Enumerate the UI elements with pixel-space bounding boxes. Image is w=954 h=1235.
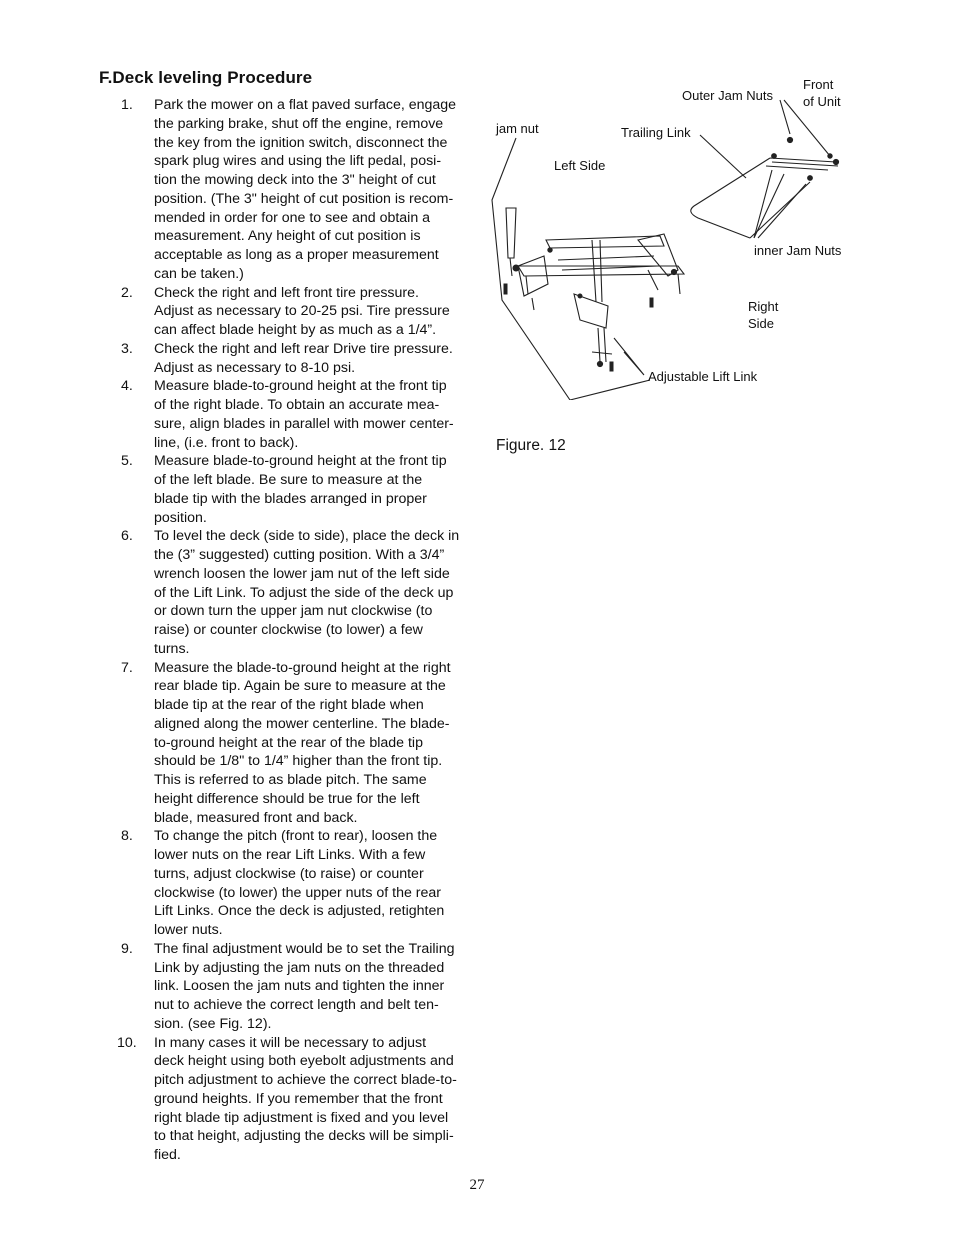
step-text-line: This is referred to as blade pitch. The same: [154, 772, 427, 788]
step-text-line: mended in order for one to see and obtain a: [154, 209, 431, 226]
left-lift-post: [506, 208, 516, 258]
step-text-line: Measure blade-to-ground height at the front tip: [154, 453, 447, 470]
step-item: [117, 940, 467, 1034]
label-front-of-unit: of Unit: [803, 94, 841, 109]
step-text-line: To level the deck (side to side), place the deck in: [154, 528, 460, 545]
step-text-line: spark plug wires and using the lift pedal, posi-: [154, 153, 442, 170]
step-item: [117, 96, 467, 284]
step-text-line: ground heights. If you remember that the front: [154, 1090, 443, 1107]
step-text-line: sion. (see Fig. 12).: [154, 1015, 272, 1032]
figure-12-diagram: [488, 70, 858, 400]
step-number: 5.: [121, 453, 133, 470]
outer-jam-nut-icon: [787, 137, 792, 142]
leader-adjustable-lift-link: [614, 338, 644, 375]
step-text-line: lower nuts on the rear Lift Links. With a few: [154, 847, 426, 863]
cross-bar-rear: [558, 256, 658, 270]
inner-jam-nut-icon: [808, 176, 813, 181]
label-inner-jam-nuts: inner Jam Nuts: [754, 243, 842, 258]
section-heading: F.Deck leveling Procedure: [99, 68, 313, 87]
step-text-line: to-ground height at the rear of the blade tip: [154, 734, 423, 751]
leader-trailing-link: [700, 135, 746, 178]
step-number: 9.: [121, 940, 133, 957]
step-text-line: right blade tip adjustment is fixed and you level: [154, 1109, 449, 1126]
pin-icon: [504, 284, 507, 294]
step-text-line: Park the mower on a flat paved surface, engage: [154, 97, 457, 113]
label-front-of-unit: Front: [803, 77, 834, 92]
step-text-line: blade, measured front and back.: [154, 809, 358, 826]
step-number: 10.: [117, 1034, 137, 1051]
step-text-line: To change the pitch (front to rear), loosen the: [154, 828, 438, 845]
step-item: [117, 377, 467, 452]
step-text-line: deck height using both eyebolt adjustments and: [154, 1053, 454, 1070]
step-text-line: Measure the blade-to-ground height at the right: [154, 659, 451, 676]
step-text-line: link. Loosen the jam nuts and tighten the inner: [154, 978, 445, 995]
procedure-steps: [117, 96, 467, 1165]
step-item: [117, 659, 467, 828]
step-number: 3.: [121, 340, 133, 357]
step-text-line: tion the mowing deck into the 3" height of cut: [154, 172, 436, 188]
step-text-line: raise) or counter clockwise (to lower) a few: [154, 622, 423, 638]
step-text-line: line, (i.e. front to back).: [154, 434, 299, 451]
step-text-line: of the right blade. To obtain an accurate mea-: [154, 397, 440, 413]
step-number: 8.: [121, 828, 133, 845]
step-text-line: acceptable as long as a proper measurement: [154, 247, 439, 263]
lift-link-nut-icon: [597, 361, 602, 366]
step-text-line: the (3” suggested) cutting position. With a 3/4”: [154, 547, 445, 563]
step-number: 2.: [121, 284, 133, 301]
step-text-line: Lift Links. Once the deck is adjusted, retighten: [154, 903, 445, 920]
label-left-side: Left Side: [554, 158, 606, 173]
label-outer-jam-nuts: Outer Jam Nuts: [682, 88, 774, 103]
outer-jam-nut-icon: [833, 159, 838, 164]
step-item: [117, 340, 467, 378]
step-item: [117, 827, 467, 940]
step-text-line: position.: [154, 509, 207, 526]
step-text-line: fied.: [154, 1147, 181, 1163]
label-adjustable-lift-link: Adjustable Lift Link: [648, 369, 758, 384]
inner-jam-nut-icon: [772, 154, 777, 159]
step-text-line: lower nuts.: [154, 922, 223, 938]
step-text-line: sure, align blades in parallel with mower center-: [154, 415, 454, 432]
step-text-line: blade tip at the rear of the right blade when: [154, 697, 424, 713]
pin-icon: [650, 298, 653, 307]
step-text-line: Measure blade-to-ground height at the front tip: [154, 378, 447, 395]
step-item: [117, 284, 467, 340]
step-text-line: rear blade tip. Again be sure to measure at the: [154, 678, 446, 695]
step-text-line: of the left blade. Be sure to measure at the: [154, 472, 423, 488]
step-text-line: can affect blade height by as much as a 1/4”.: [154, 322, 437, 338]
adjustable-lift-link-rod: [598, 328, 606, 362]
step-item: [117, 527, 467, 658]
step-text-line: measurement. Any height of cut position is: [154, 228, 421, 245]
step-text-line: the key from the ignition switch, disconnect the: [154, 134, 448, 151]
step-text-line: Link by adjusting the jam nuts on the threaded: [154, 959, 445, 976]
jam-nut-icon: [513, 265, 519, 271]
step-text-line: The final adjustment would be to set the Trailing: [154, 940, 455, 957]
step-text-line: Check the right and left rear Drive tire pressure.: [154, 340, 453, 357]
label-right-side: Side: [748, 316, 775, 331]
label-trailing-link: Trailing Link: [621, 125, 691, 140]
step-number: 4.: [121, 378, 133, 395]
step-text-line: In many cases it will be necessary to adjust: [154, 1034, 427, 1051]
step-item: [117, 1034, 467, 1165]
figure-caption: Figure. 12: [496, 437, 566, 454]
label-right-side: Right: [748, 299, 779, 314]
step-text-line: to that height, adjusting the decks will be simpli-: [154, 1128, 454, 1145]
step-number: 1.: [121, 97, 133, 113]
deck-linkage-drawing: [488, 70, 858, 400]
step-text-line: Check the right and left front tire pressure.: [154, 284, 419, 301]
trailing-link-frame: [691, 158, 836, 238]
step-text-line: the parking brake, shut off the engine, remove: [154, 115, 444, 132]
step-text-line: Adjust as necessary to 8-10 psi.: [154, 359, 356, 376]
leader-inner-jam-nuts: [754, 170, 806, 238]
step-text-line: turns.: [154, 640, 190, 657]
step-text-line: aligned along the mower centerline. The blade-: [154, 715, 450, 732]
step-text-line: should be 1/8" to 1/4” higher than the front tip.: [154, 753, 443, 770]
step-text-line: wrench loosen the lower jam nut of the left side: [154, 565, 450, 582]
pin-icon: [610, 362, 613, 371]
step-text-line: blade tip with the blades arranged in proper: [154, 490, 427, 507]
step-text-line: of the Lift Link. To adjust the side of the deck up: [154, 584, 454, 601]
label-jam-nut: jam nut: [496, 121, 539, 136]
step-text-line: or down turn the upper jam nut clockwise (to: [154, 603, 433, 620]
step-text-line: can be taken.): [154, 265, 244, 282]
outer-jam-nut-icon: [828, 154, 832, 158]
step-text-line: Adjust as necessary to 20-25 psi. Tire pressure: [154, 303, 450, 320]
step-text-line: nut to achieve the correct length and belt ten-: [154, 997, 439, 1013]
step-number: 7.: [121, 659, 133, 676]
step-text-line: turns, adjust clockwise (to raise) or counter: [154, 865, 424, 882]
step-text-line: position. (The 3" height of cut position is recom-: [154, 190, 454, 207]
page-number: 27: [469, 1177, 485, 1193]
step-text-line: pitch adjustment to achieve the correct blade-to-: [154, 1072, 457, 1088]
step-number: 6.: [121, 528, 133, 545]
step-text-line: height difference should be true for the left: [154, 790, 420, 807]
step-item: [117, 452, 467, 527]
step-text-line: clockwise (to lower) the upper nuts of the rear: [154, 884, 442, 901]
